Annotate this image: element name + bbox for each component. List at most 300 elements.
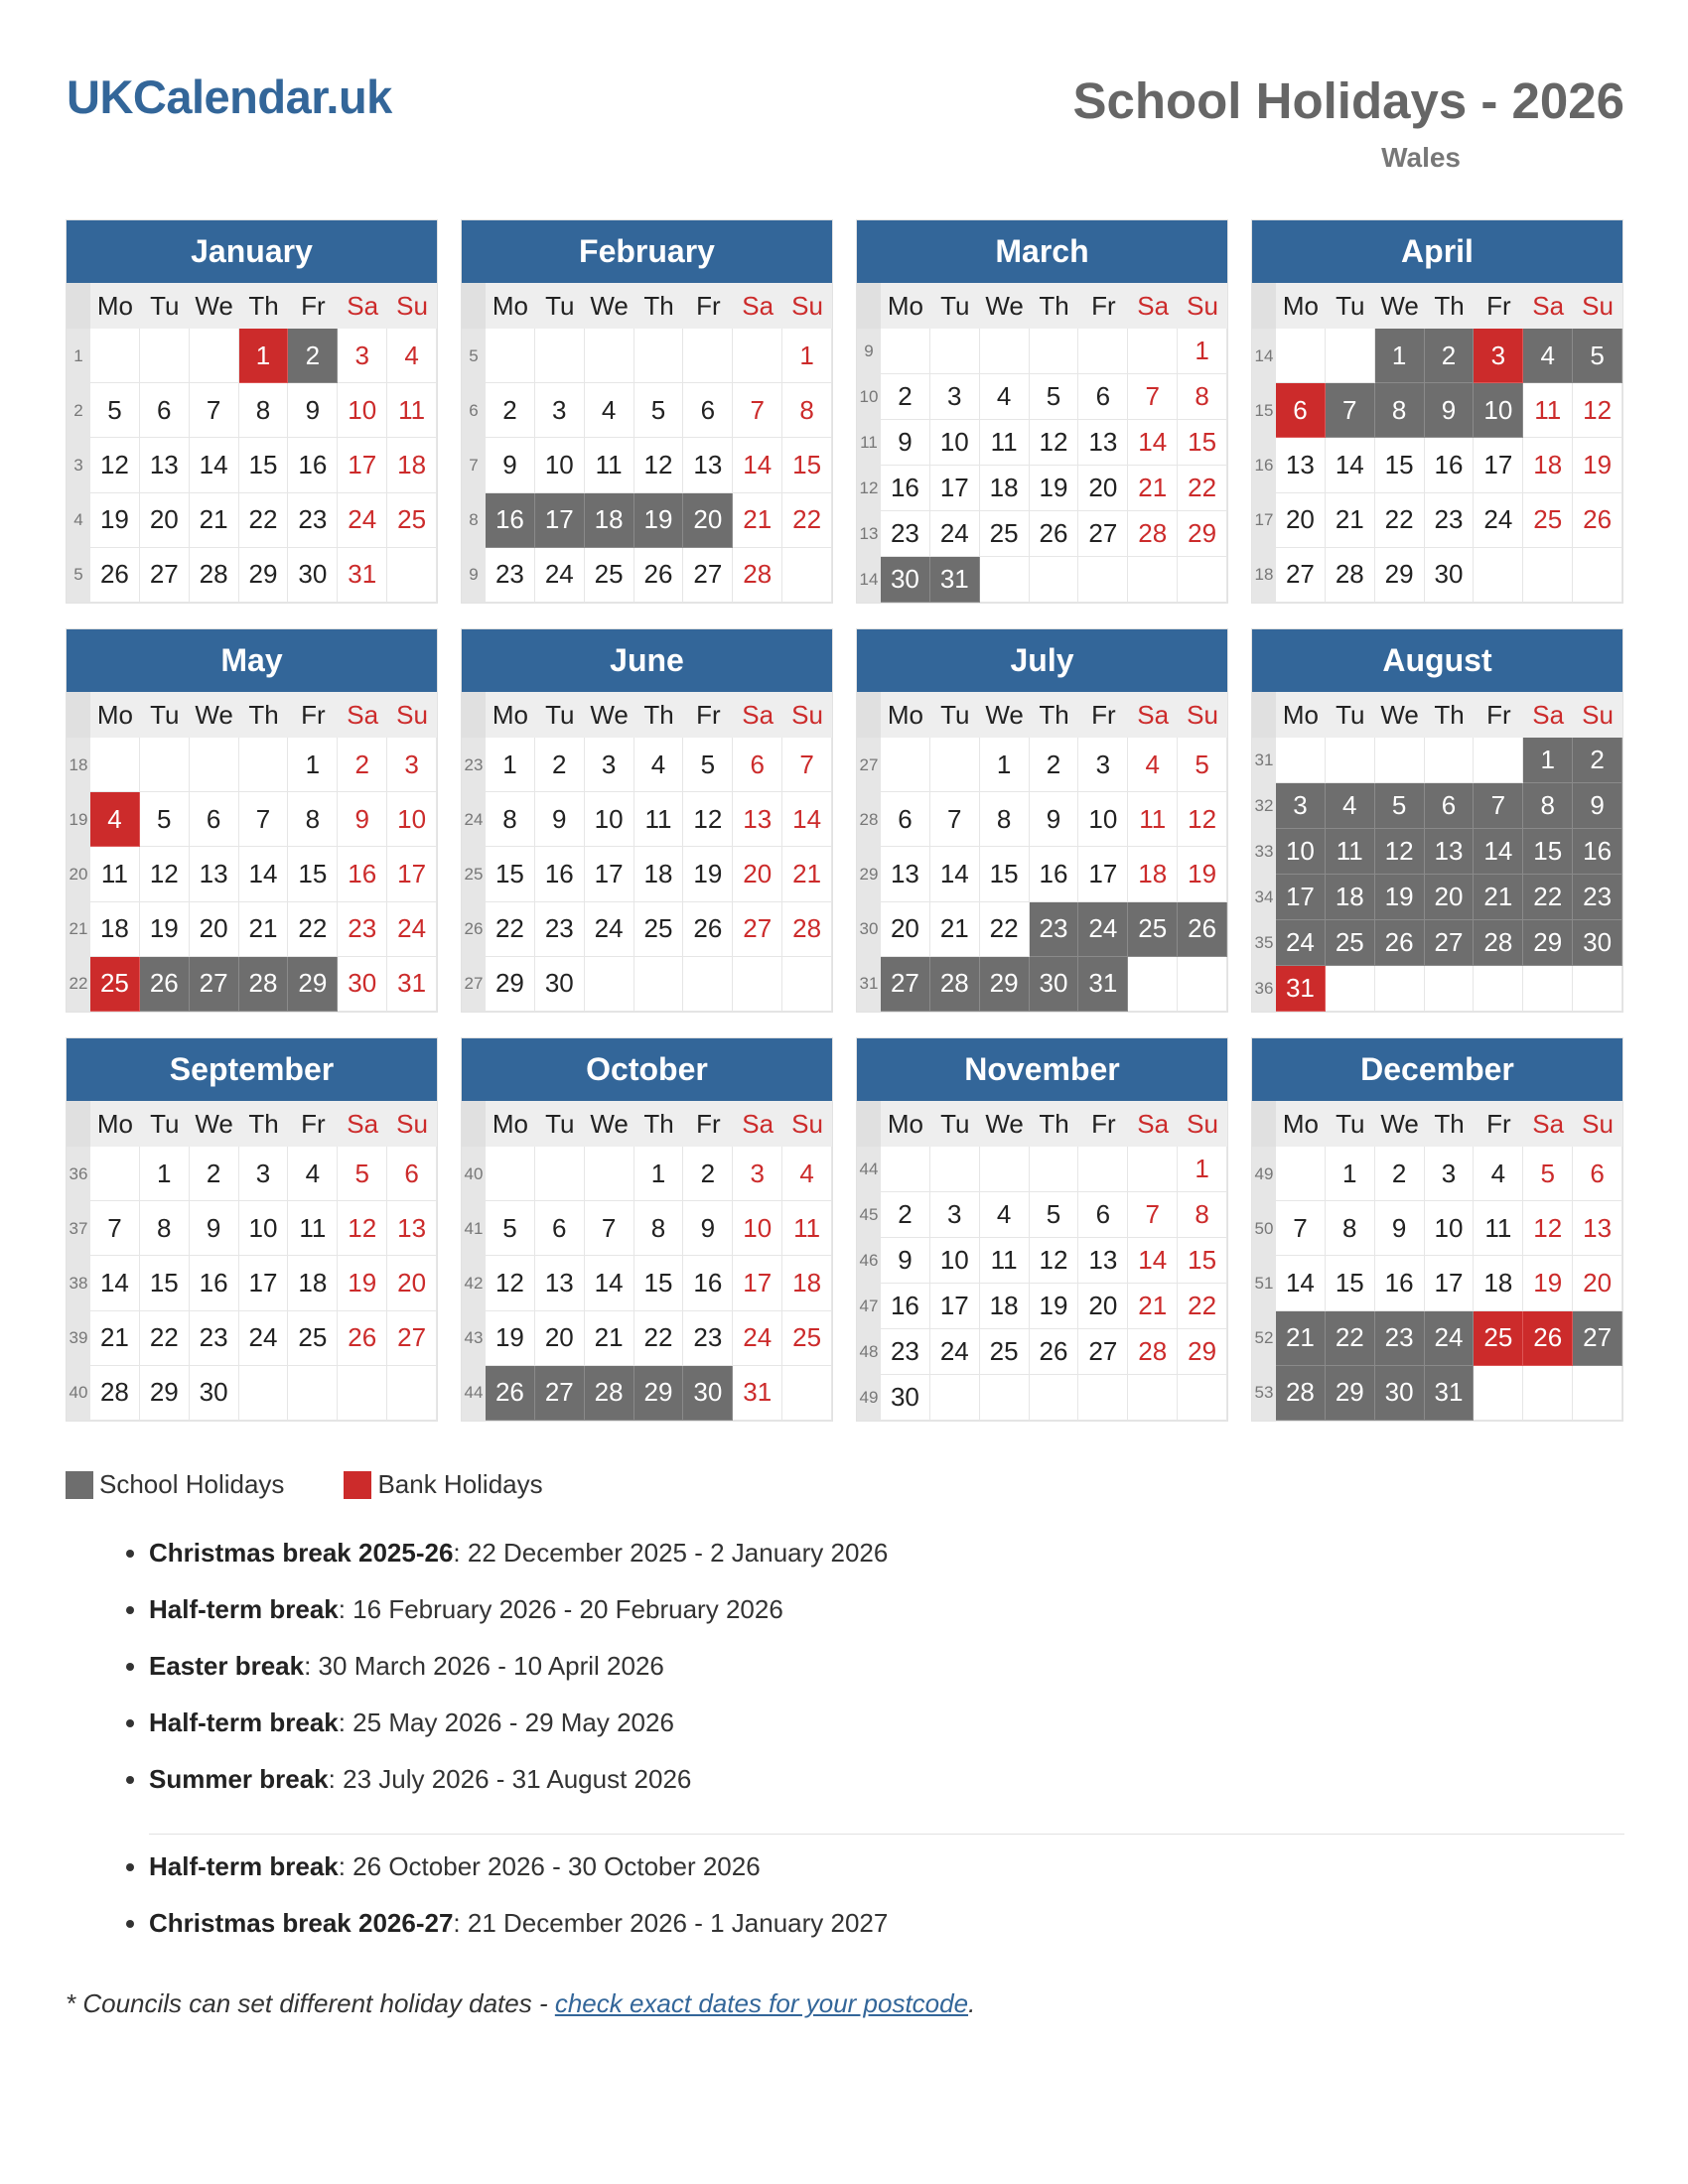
day-cell: 14 — [733, 438, 782, 492]
month-november — [856, 1037, 1228, 1422]
empty-day-cell — [338, 1366, 387, 1421]
week-number: 39 — [67, 1311, 90, 1366]
empty-day-cell — [1375, 966, 1425, 1012]
day-cell: 2 — [1425, 329, 1475, 383]
weekday-label: Su — [791, 699, 823, 730]
week-number: 42 — [462, 1256, 486, 1310]
day-cell: 16 — [1030, 847, 1079, 901]
weekday-label: Th — [643, 1108, 674, 1139]
day-cell: 11 — [585, 438, 634, 492]
month-name: February — [462, 220, 832, 283]
day-cell: 1 — [1523, 738, 1573, 783]
day-cell: 3 — [585, 738, 634, 792]
week-number: 10 — [857, 374, 881, 420]
day-cell: 4 — [1326, 783, 1375, 829]
empty-day-cell — [140, 329, 190, 383]
week-row — [857, 1238, 1227, 1284]
week-row — [462, 1311, 832, 1366]
day-cell: 31 — [387, 957, 437, 1012]
day-cell: 8 — [239, 383, 289, 438]
day-cell: 27 — [387, 1311, 437, 1366]
day-cell: 17 — [930, 1284, 980, 1329]
weekday-label: Mo — [96, 699, 133, 730]
day-cell: 6 — [881, 792, 930, 847]
day-cell: 10 — [1425, 1201, 1475, 1256]
day-cell: 18 — [782, 1256, 832, 1310]
day-cell: 29 — [140, 1366, 190, 1421]
day-cell: 29 — [1375, 548, 1425, 603]
day-cell: 26 — [1178, 902, 1227, 957]
day-cell: 26 — [140, 957, 190, 1012]
week-number: 11 — [857, 420, 881, 466]
weekday-label: We — [985, 290, 1024, 321]
holiday-name: Summer break — [149, 1764, 329, 1794]
day-cell: 31 — [1276, 966, 1326, 1012]
week-row — [857, 902, 1227, 957]
weekday-label: Sa — [1137, 699, 1170, 730]
school-holiday-swatch — [66, 1471, 93, 1499]
week-number-header — [462, 283, 486, 329]
empty-day-cell — [585, 329, 634, 383]
week-number: 16 — [1252, 438, 1276, 492]
day-cell: 5 — [634, 383, 684, 438]
day-cell: 16 — [881, 1284, 930, 1329]
day-cell: 22 — [1523, 875, 1573, 920]
weekday-label: Su — [1582, 290, 1614, 321]
day-cell: 18 — [585, 493, 634, 548]
day-cell: 24 — [338, 493, 387, 548]
weeks — [1252, 329, 1622, 603]
day-cell: 27 — [1425, 920, 1475, 966]
day-cell: 14 — [782, 792, 832, 847]
empty-day-cell — [1030, 1147, 1079, 1192]
empty-day-cell — [1326, 966, 1375, 1012]
day-cell: 12 — [1178, 792, 1227, 847]
day-cell: 18 — [1128, 847, 1178, 901]
day-cell: 11 — [782, 1201, 832, 1256]
day-cell: 15 — [239, 438, 289, 492]
weekday-label: We — [195, 699, 233, 730]
empty-day-cell — [634, 957, 684, 1012]
day-cell: 3 — [733, 1147, 782, 1201]
day-cell: 13 — [387, 1201, 437, 1256]
day-cell: 10 — [239, 1201, 289, 1256]
weekday-label: Fr — [1486, 1108, 1511, 1139]
empty-day-cell — [1128, 329, 1178, 374]
week-row — [462, 383, 832, 438]
week-row — [1252, 829, 1622, 875]
day-cell: 5 — [140, 792, 190, 847]
week-number: 34 — [1252, 875, 1276, 920]
day-cell: 4 — [1523, 329, 1573, 383]
day-cell: 11 — [980, 1238, 1030, 1284]
weekday-label: Sa — [742, 290, 774, 321]
day-cell: 31 — [1425, 1366, 1475, 1421]
day-cell: 1 — [1178, 329, 1227, 374]
weekday-label: Sa — [347, 1108, 379, 1139]
weeks — [857, 1147, 1227, 1421]
day-cell: 26 — [1523, 1311, 1573, 1366]
postcode-check-link[interactable]: check exact dates for your postcode — [554, 1988, 969, 2018]
day-cell: 7 — [1276, 1201, 1326, 1256]
day-cell: 1 — [634, 1147, 684, 1201]
week-number: 26 — [462, 902, 486, 957]
day-cell: 15 — [1326, 1256, 1375, 1310]
empty-day-cell — [1078, 1375, 1128, 1421]
day-cell: 23 — [881, 511, 930, 557]
empty-day-cell — [782, 548, 832, 603]
day-cell: 27 — [1276, 548, 1326, 603]
weekday-label: Fr — [301, 290, 326, 321]
day-cell: 9 — [1030, 792, 1079, 847]
month-may — [66, 628, 438, 1013]
empty-day-cell — [733, 329, 782, 383]
weekday-header — [1252, 283, 1622, 329]
week-number: 38 — [67, 1256, 90, 1310]
day-cell: 9 — [288, 383, 338, 438]
day-cell: 2 — [881, 1192, 930, 1238]
week-number: 9 — [462, 548, 486, 603]
weekday-label: Su — [1187, 290, 1218, 321]
day-cell: 4 — [90, 792, 140, 847]
empty-day-cell — [634, 329, 684, 383]
legend-bank-label: Bank Holidays — [377, 1469, 543, 1499]
empty-day-cell — [930, 738, 980, 792]
day-cell: 4 — [634, 738, 684, 792]
empty-day-cell — [1523, 966, 1573, 1012]
day-cell: 6 — [1078, 1192, 1128, 1238]
day-cell: 24 — [733, 1311, 782, 1366]
day-cell: 3 — [930, 1192, 980, 1238]
region-subtitle: Wales — [1381, 142, 1461, 173]
empty-day-cell — [1425, 738, 1475, 783]
week-row — [462, 493, 832, 548]
day-cell: 4 — [288, 1147, 338, 1201]
empty-day-cell — [1573, 966, 1622, 1012]
month-august — [1251, 628, 1623, 1013]
week-row — [857, 792, 1227, 847]
weekday-label: We — [195, 290, 233, 321]
day-cell: 30 — [683, 1366, 733, 1421]
day-cell: 11 — [288, 1201, 338, 1256]
day-cell: 11 — [1128, 792, 1178, 847]
month-name: April — [1252, 220, 1622, 283]
day-cell: 2 — [190, 1147, 239, 1201]
day-cell: 19 — [1573, 438, 1622, 492]
week-row — [1252, 1311, 1622, 1366]
empty-day-cell — [1326, 329, 1375, 383]
day-cell: 25 — [634, 902, 684, 957]
day-cell: 25 — [1474, 1311, 1523, 1366]
day-cell: 9 — [486, 438, 535, 492]
day-cell: 17 — [1078, 847, 1128, 901]
week-row — [67, 1256, 437, 1310]
empty-day-cell — [1425, 966, 1475, 1012]
day-cell: 9 — [1425, 383, 1475, 438]
day-cell: 29 — [239, 548, 289, 603]
empty-day-cell — [90, 1147, 140, 1201]
day-cell: 28 — [930, 957, 980, 1012]
day-cell: 7 — [190, 383, 239, 438]
week-row — [462, 1366, 832, 1421]
weekday-label: Mo — [96, 1108, 133, 1139]
day-cell: 3 — [338, 329, 387, 383]
day-cell: 16 — [190, 1256, 239, 1310]
weekday-label: Mo — [492, 290, 528, 321]
week-row — [67, 902, 437, 957]
month-name: October — [462, 1038, 832, 1101]
weekday-label: We — [985, 1108, 1024, 1139]
empty-day-cell — [1326, 738, 1375, 783]
day-cell: 15 — [980, 847, 1030, 901]
day-cell: 6 — [1276, 383, 1326, 438]
day-cell: 7 — [1474, 783, 1523, 829]
day-cell: 28 — [733, 548, 782, 603]
legend — [66, 1469, 603, 1500]
day-cell: 5 — [1178, 738, 1227, 792]
day-cell: 24 — [239, 1311, 289, 1366]
day-cell: 10 — [585, 792, 634, 847]
day-cell: 22 — [980, 902, 1030, 957]
week-number: 5 — [462, 329, 486, 383]
day-cell: 4 — [1128, 738, 1178, 792]
weekday-label: Sa — [742, 699, 774, 730]
weekday-label: Tu — [1336, 290, 1365, 321]
week-row — [857, 420, 1227, 466]
weekday-label: Mo — [96, 290, 133, 321]
week-number: 30 — [857, 902, 881, 957]
week-number: 48 — [857, 1329, 881, 1375]
day-cell: 14 — [1276, 1256, 1326, 1310]
holiday-dates: : 25 May 2026 - 29 May 2026 — [338, 1707, 674, 1737]
day-cell: 14 — [239, 847, 289, 901]
day-cell: 26 — [1030, 511, 1079, 557]
weekday-header — [67, 692, 437, 738]
day-cell: 21 — [1474, 875, 1523, 920]
weekday-label: Fr — [1091, 699, 1116, 730]
holiday-item — [149, 1904, 1624, 1961]
day-cell: 24 — [1425, 1311, 1475, 1366]
day-cell: 15 — [1178, 1238, 1227, 1284]
week-number: 40 — [462, 1147, 486, 1201]
day-cell: 10 — [930, 1238, 980, 1284]
week-number: 29 — [857, 847, 881, 901]
day-cell: 16 — [338, 847, 387, 901]
empty-day-cell — [1474, 548, 1523, 603]
day-cell: 12 — [90, 438, 140, 492]
day-cell: 24 — [535, 548, 585, 603]
day-cell: 27 — [881, 957, 930, 1012]
day-cell: 23 — [1573, 875, 1622, 920]
day-cell: 1 — [782, 329, 832, 383]
weekday-label: Su — [396, 699, 428, 730]
month-name: June — [462, 629, 832, 692]
day-cell: 25 — [980, 511, 1030, 557]
day-cell: 5 — [1523, 1147, 1573, 1201]
day-cell: 14 — [1326, 438, 1375, 492]
holiday-dates: : 30 March 2026 - 10 April 2026 — [304, 1651, 664, 1681]
holiday-name: Easter break — [149, 1651, 305, 1681]
day-cell: 13 — [1078, 1238, 1128, 1284]
week-number: 13 — [857, 511, 881, 557]
week-row — [857, 329, 1227, 374]
site-logo-link[interactable]: UKCalendar.uk — [67, 70, 392, 123]
day-cell: 8 — [634, 1201, 684, 1256]
day-cell: 4 — [782, 1147, 832, 1201]
day-cell: 24 — [585, 902, 634, 957]
day-cell: 17 — [535, 493, 585, 548]
day-cell: 3 — [930, 374, 980, 420]
empty-day-cell — [239, 738, 289, 792]
day-cell: 30 — [1375, 1366, 1425, 1421]
day-cell: 1 — [486, 738, 535, 792]
weekday-label: Su — [1187, 699, 1218, 730]
week-row — [67, 847, 437, 901]
month-name: November — [857, 1038, 1227, 1101]
week-row — [462, 329, 832, 383]
day-cell: 11 — [980, 420, 1030, 466]
day-cell: 31 — [930, 557, 980, 603]
day-cell: 26 — [634, 548, 684, 603]
weekday-label: Sa — [1137, 290, 1170, 321]
day-cell: 20 — [1276, 493, 1326, 548]
week-number: 21 — [67, 902, 90, 957]
week-number: 37 — [67, 1201, 90, 1256]
day-cell: 15 — [486, 847, 535, 901]
day-cell: 8 — [1326, 1201, 1375, 1256]
day-cell: 29 — [980, 957, 1030, 1012]
weekday-label: Fr — [1486, 290, 1511, 321]
day-cell: 21 — [930, 902, 980, 957]
day-cell: 18 — [288, 1256, 338, 1310]
day-cell: 13 — [190, 847, 239, 901]
month-september — [66, 1037, 438, 1422]
day-cell: 20 — [535, 1311, 585, 1366]
empty-day-cell — [1178, 1375, 1227, 1421]
week-number: 18 — [1252, 548, 1276, 603]
day-cell: 19 — [683, 847, 733, 901]
day-cell: 24 — [1078, 902, 1128, 957]
empty-day-cell — [881, 329, 930, 374]
day-cell: 25 — [288, 1311, 338, 1366]
week-number-header — [857, 1101, 881, 1147]
day-cell: 4 — [980, 1192, 1030, 1238]
day-cell: 21 — [782, 847, 832, 901]
day-cell: 12 — [1523, 1201, 1573, 1256]
week-row — [857, 738, 1227, 792]
day-cell: 27 — [1078, 511, 1128, 557]
day-cell: 18 — [90, 902, 140, 957]
day-cell: 22 — [1178, 466, 1227, 511]
weekday-label: Th — [248, 1108, 279, 1139]
holiday-item — [149, 1704, 1624, 1760]
day-cell: 16 — [683, 1256, 733, 1310]
day-cell: 31 — [1078, 957, 1128, 1012]
day-cell: 17 — [239, 1256, 289, 1310]
week-number: 28 — [857, 792, 881, 847]
empty-day-cell — [1128, 957, 1178, 1012]
week-row — [462, 902, 832, 957]
day-cell: 23 — [1375, 1311, 1425, 1366]
day-cell: 9 — [535, 792, 585, 847]
week-number: 35 — [1252, 920, 1276, 966]
weekday-label: Sa — [347, 699, 379, 730]
day-cell: 24 — [930, 511, 980, 557]
week-row — [1252, 738, 1622, 783]
day-cell: 12 — [1573, 383, 1622, 438]
day-cell: 31 — [733, 1366, 782, 1421]
day-cell: 6 — [683, 383, 733, 438]
day-cell: 8 — [1178, 1192, 1227, 1238]
week-number: 2 — [67, 383, 90, 438]
weekday-label: Fr — [301, 699, 326, 730]
week-row — [1252, 875, 1622, 920]
weekday-header — [462, 692, 832, 738]
day-cell: 13 — [1078, 420, 1128, 466]
weekday-label: Tu — [1336, 1108, 1365, 1139]
day-cell: 7 — [1128, 1192, 1178, 1238]
day-cell: 9 — [190, 1201, 239, 1256]
day-cell: 6 — [1573, 1147, 1622, 1201]
weekday-label: Th — [643, 290, 674, 321]
day-cell: 14 — [1128, 1238, 1178, 1284]
day-cell: 6 — [1078, 374, 1128, 420]
empty-day-cell — [1128, 557, 1178, 603]
day-cell: 16 — [1425, 438, 1475, 492]
month-name: May — [67, 629, 437, 692]
day-cell: 23 — [881, 1329, 930, 1375]
empty-day-cell — [782, 957, 832, 1012]
week-row — [462, 1201, 832, 1256]
day-cell: 21 — [585, 1311, 634, 1366]
legend-bank — [344, 1469, 542, 1500]
day-cell: 28 — [1326, 548, 1375, 603]
empty-day-cell — [1573, 548, 1622, 603]
week-number: 53 — [1252, 1366, 1276, 1421]
month-name: December — [1252, 1038, 1622, 1101]
day-cell: 17 — [1276, 875, 1326, 920]
day-cell: 11 — [1474, 1201, 1523, 1256]
day-cell: 23 — [486, 548, 535, 603]
week-row — [857, 1284, 1227, 1329]
weekday-label: Sa — [1137, 1108, 1170, 1139]
day-cell: 15 — [782, 438, 832, 492]
empty-day-cell — [239, 1366, 289, 1421]
day-cell: 25 — [585, 548, 634, 603]
weekday-label: Tu — [150, 1108, 180, 1139]
day-cell: 8 — [140, 1201, 190, 1256]
day-cell: 5 — [1030, 374, 1079, 420]
empty-day-cell — [881, 738, 930, 792]
day-cell: 5 — [90, 383, 140, 438]
week-number: 22 — [67, 957, 90, 1012]
week-number: 52 — [1252, 1311, 1276, 1366]
day-cell: 9 — [338, 792, 387, 847]
weekday-label: We — [1380, 699, 1419, 730]
weekday-label: Sa — [1532, 699, 1565, 730]
day-cell: 14 — [1128, 420, 1178, 466]
week-number-header — [857, 283, 881, 329]
day-cell: 15 — [140, 1256, 190, 1310]
weekday-label: Th — [1434, 699, 1465, 730]
day-cell: 13 — [1276, 438, 1326, 492]
month-july — [856, 628, 1228, 1013]
note-prefix: * Councils can set different holiday dates - — [66, 1988, 555, 2018]
week-row — [462, 957, 832, 1012]
week-row — [857, 1192, 1227, 1238]
week-number: 18 — [67, 738, 90, 792]
week-row — [462, 792, 832, 847]
